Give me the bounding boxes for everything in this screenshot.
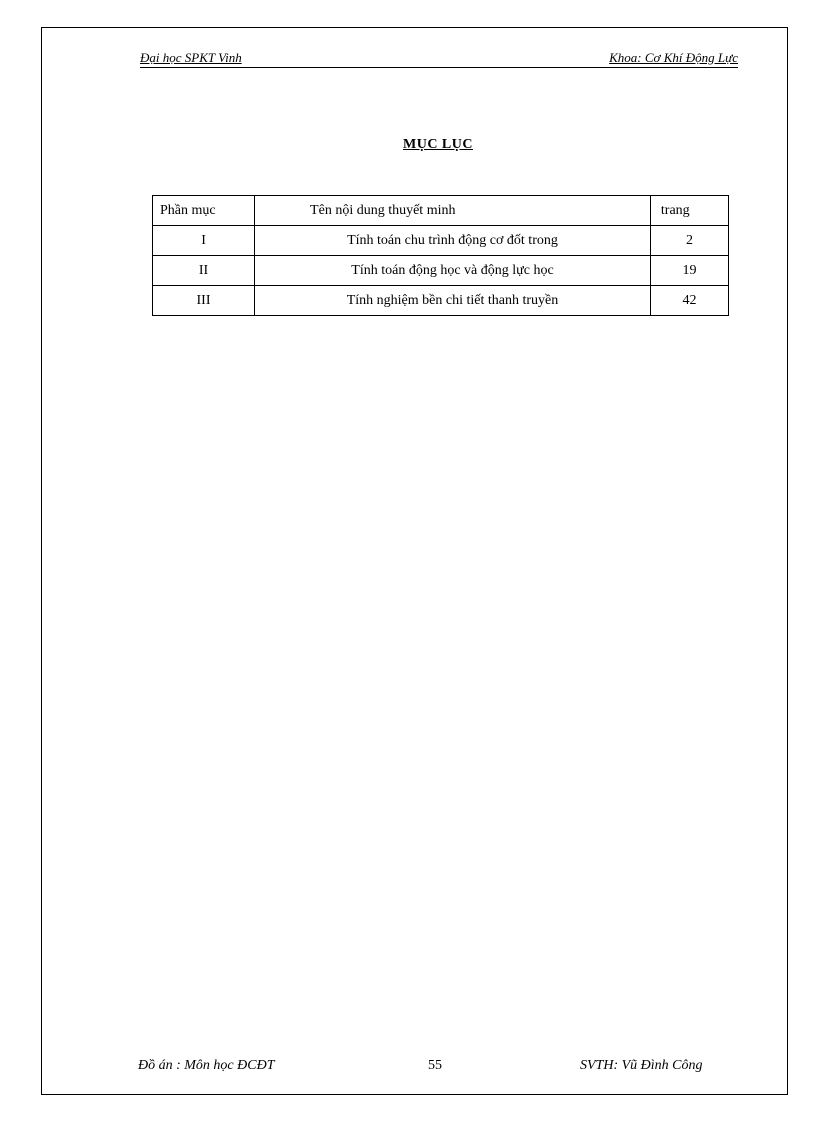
- row-content: Tính toán chu trình động cơ đốt trong: [255, 226, 651, 256]
- row-content: Tính nghiệm bền chi tiết thanh truyền: [255, 286, 651, 316]
- column-header-page: trang: [650, 196, 728, 226]
- table-row: [153, 256, 729, 286]
- column-header-content: Tên nội dung thuyết minh: [255, 196, 651, 226]
- row-page: 42: [650, 286, 728, 316]
- row-content: Tính toán động học và động lực học: [255, 256, 651, 286]
- column-header-section: Phần mục: [153, 196, 255, 226]
- footer-page-number: 55: [428, 1058, 442, 1073]
- row-page: 2: [650, 226, 728, 256]
- toc-table: [152, 195, 729, 316]
- page-border: [41, 27, 788, 1095]
- row-page: 19: [650, 256, 728, 286]
- table-header-row: [153, 196, 729, 226]
- header-university: Đại học SPKT Vinh: [140, 50, 242, 65]
- row-section: II: [153, 256, 255, 286]
- page-title: MỤC LỤC: [403, 137, 473, 152]
- page-header: [140, 49, 738, 68]
- row-section: III: [153, 286, 255, 316]
- footer-project: Đồ án : Môn học ĐCĐT: [138, 1058, 275, 1073]
- table-row: [153, 286, 729, 316]
- row-section: I: [153, 226, 255, 256]
- header-faculty: Khoa: Cơ Khí Động Lực: [609, 50, 738, 65]
- footer-student: SVTH: Vũ Đình Công: [580, 1058, 703, 1073]
- table-row: [153, 226, 729, 256]
